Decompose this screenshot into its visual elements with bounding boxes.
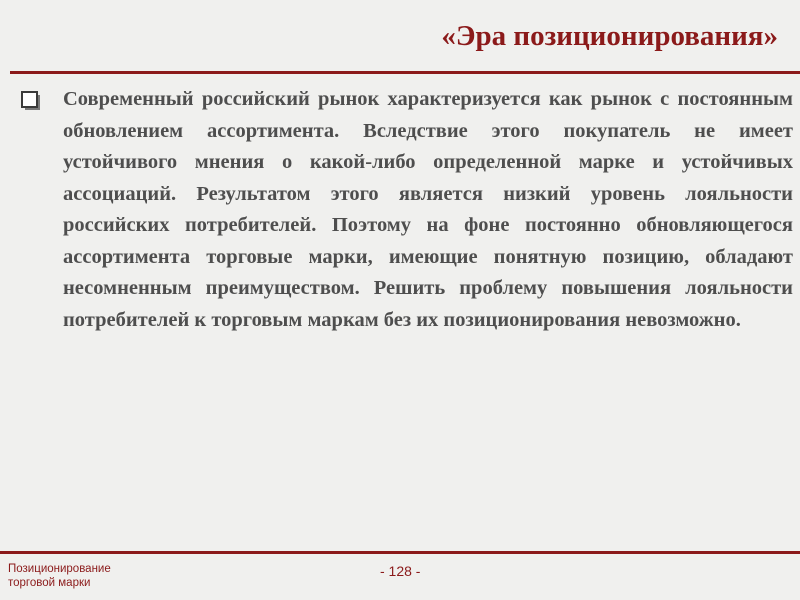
page-number: - 128 - [380, 563, 421, 579]
footer-label-line1: Позиционирование [8, 563, 111, 575]
slide-title: «Эра позиционирования» [441, 20, 778, 52]
checkbox-bullet-icon [20, 90, 42, 112]
footer-divider [0, 551, 800, 554]
body-paragraph: Современный российский рынок характеризуется как рынок с постоянным обновлением ассортимента. Вследствие этого покупатель не имеет устойчивого мнения о какой-либо определенной марке и устойчивых ассоциаций. Результатом этого является низкий уровень лояльности российских потребителей. Поэтому на фоне постоянно обновляющегося ассортимента торговые марки, имеющие понятную позицию, обладают несомненным преимуществом. Решить проблему повышения лояльности потребителей к торговым маркам без их позиционирования невозможно. [63, 88, 793, 331]
footer-label-line2: торговой марки [8, 577, 91, 589]
title-divider [10, 71, 800, 74]
footer-label [8, 562, 168, 590]
